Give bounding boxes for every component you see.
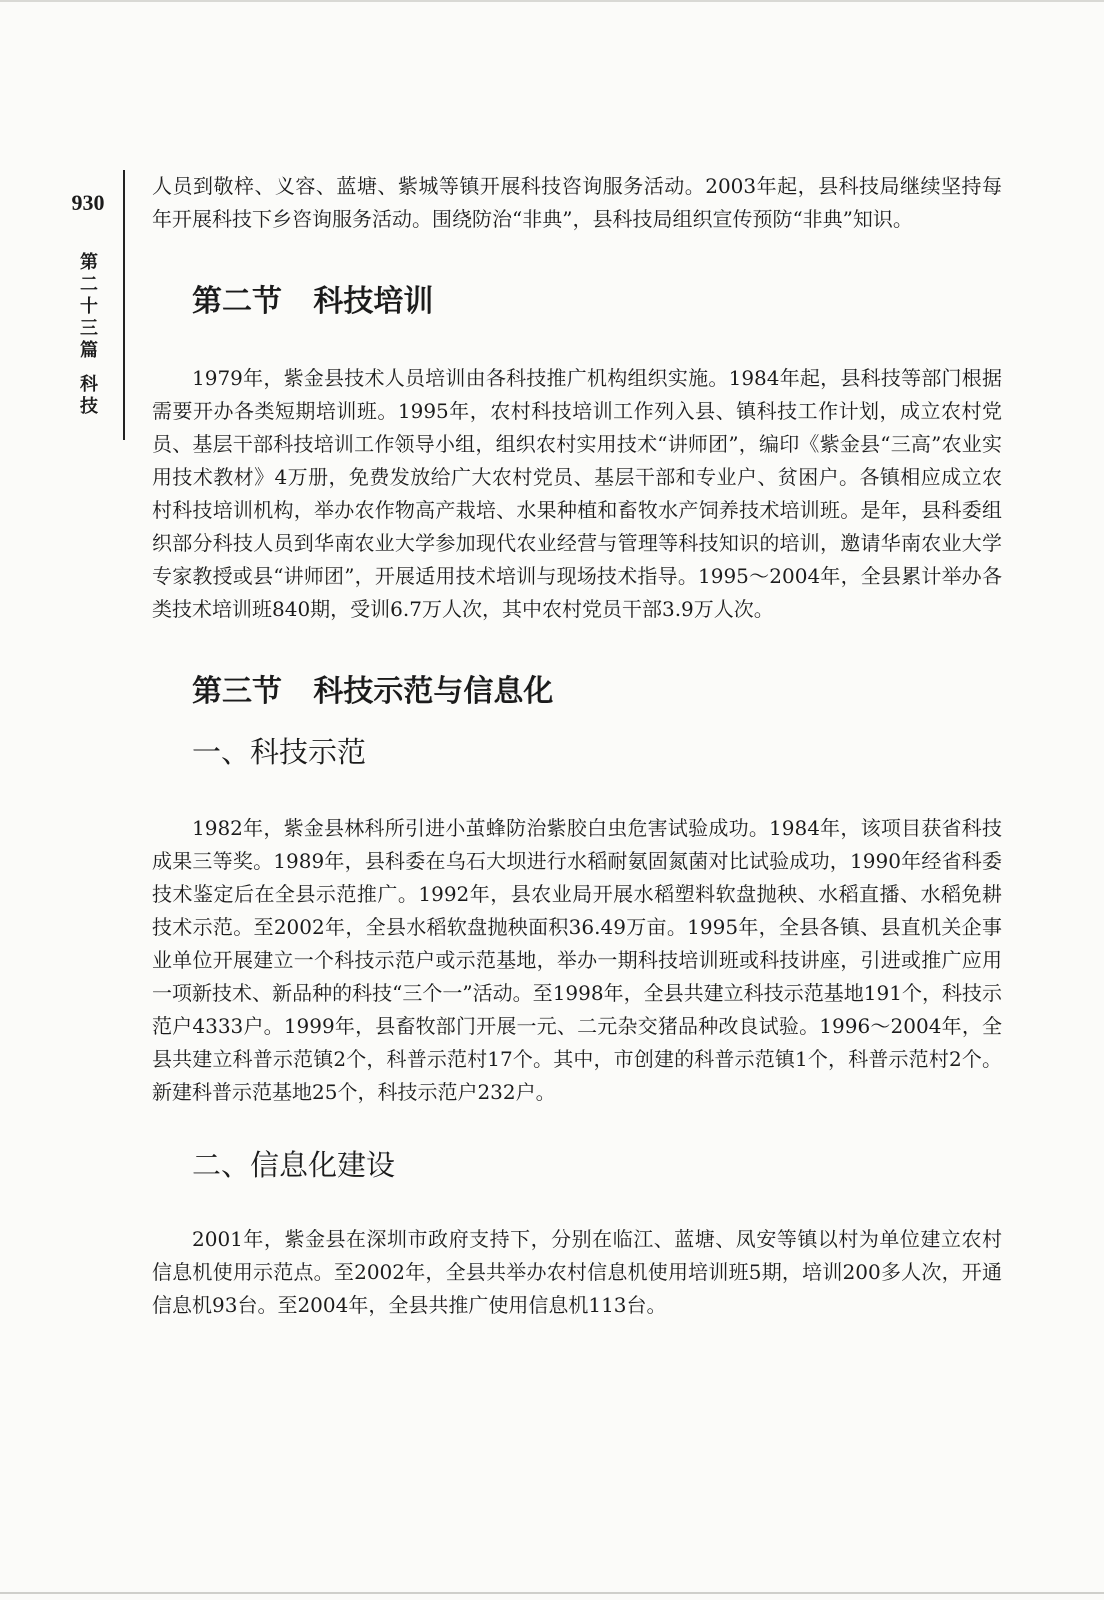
section-2-heading: 第二节 科技培训: [192, 284, 434, 319]
running-head-subject: 科技: [80, 374, 98, 417]
top-edge-rule: [0, 0, 1104, 2]
page-number: 930: [71, 190, 105, 215]
section-2-paragraph: 1979年，紫金县技术人员培训由各科技推广机构组织实施。1984年起，县科技等部门根据需要开办各类短期培训班。1995年，农村科技培训工作列入县、镇科技工作计划，成立农村党员、基层干部科技培训工作领导小组，组织农村实用技术“讲师团”，编印《紫金县“三高”农业实用技术教材》4万册，免费发放给广大农村党员、基层干部和专业户、贫困户。各镇相应成立农村科技培训机构，举办农作物高产栽培、水果种植和畜牧水产饲养技术培训班。是年，县科委组织部分科技人员到华南农业大学参加现代农业经营与管理等科技知识的培训，邀请华南农业大学专家教授或县“讲师团”，开展适用技术培训与现场技术指导。1995～2004年，全县累计举办各类技术培训班840期，受训6.7万人次，其中农村党员干部3.9万人次。: [152, 366, 1002, 621]
margin-vertical-rule: [123, 170, 125, 440]
bottom-edge-rule: [0, 1592, 1104, 1594]
subsection-1-paragraph: 1982年，紫金县林科所引进小茧蜂防治紫胶白虫危害试验成功。1984年，该项目获省科技成果三等奖。1989年，县科委在乌石大坝进行水稻耐氨固氮菌对比试验成功，1990年经省科委技术鉴定后在全县示范推广。1992年，县农业局开展水稻塑料软盘抛秧、水稻直播、水稻免耕技术示范。至2002年，全县水稻软盘抛秧面积36.49万亩。1995年，全县各镇、县直机关企事业单位开展建立一个科技示范户或示范基地，举办一期科技培训班或科技讲座，引进或推广应用一项新技术、新品种的科技“三个一”活动。至1998年，全县共建立科技示范基地191个，科技示范户4333户。1999年，县畜牧部门开展一元、二元杂交猪品种改良试验。1996～2004年，全县共建立科普示范镇2个，科普示范村17个。其中，市创建的科普示范镇1个，科普示范村2个。新建科普示范基地25个，科技示范户232户。: [152, 816, 1002, 1104]
subsection-1-heading: 一、科技示范: [192, 735, 367, 769]
page-body: [152, 170, 1002, 1322]
subsection-2-heading: 二、信息化建设: [192, 1148, 396, 1182]
running-head-chapter: 第二十三篇: [80, 252, 98, 361]
running-head: [77, 252, 101, 418]
section-3-heading: 第三节 科技示范与信息化: [192, 674, 554, 709]
subsection-2-paragraph: 2001年，紫金县在深圳市政府支持下，分别在临江、蓝塘、凤安等镇以村为单位建立农村信息机使用示范点。至2002年，全县共举办农村信息机使用培训班5期，培训200多人次，开通信息机93台。至2004年，全县共推广使用信息机113台。: [152, 1227, 1002, 1317]
intro-paragraph: 人员到敬梓、义容、蓝塘、紫城等镇开展科技咨询服务活动。2003年起，县科技局继续坚持每年开展科技下乡咨询服务活动。围绕防治“非典”，县科技局组织宣传预防“非典”知识。: [152, 174, 1002, 231]
